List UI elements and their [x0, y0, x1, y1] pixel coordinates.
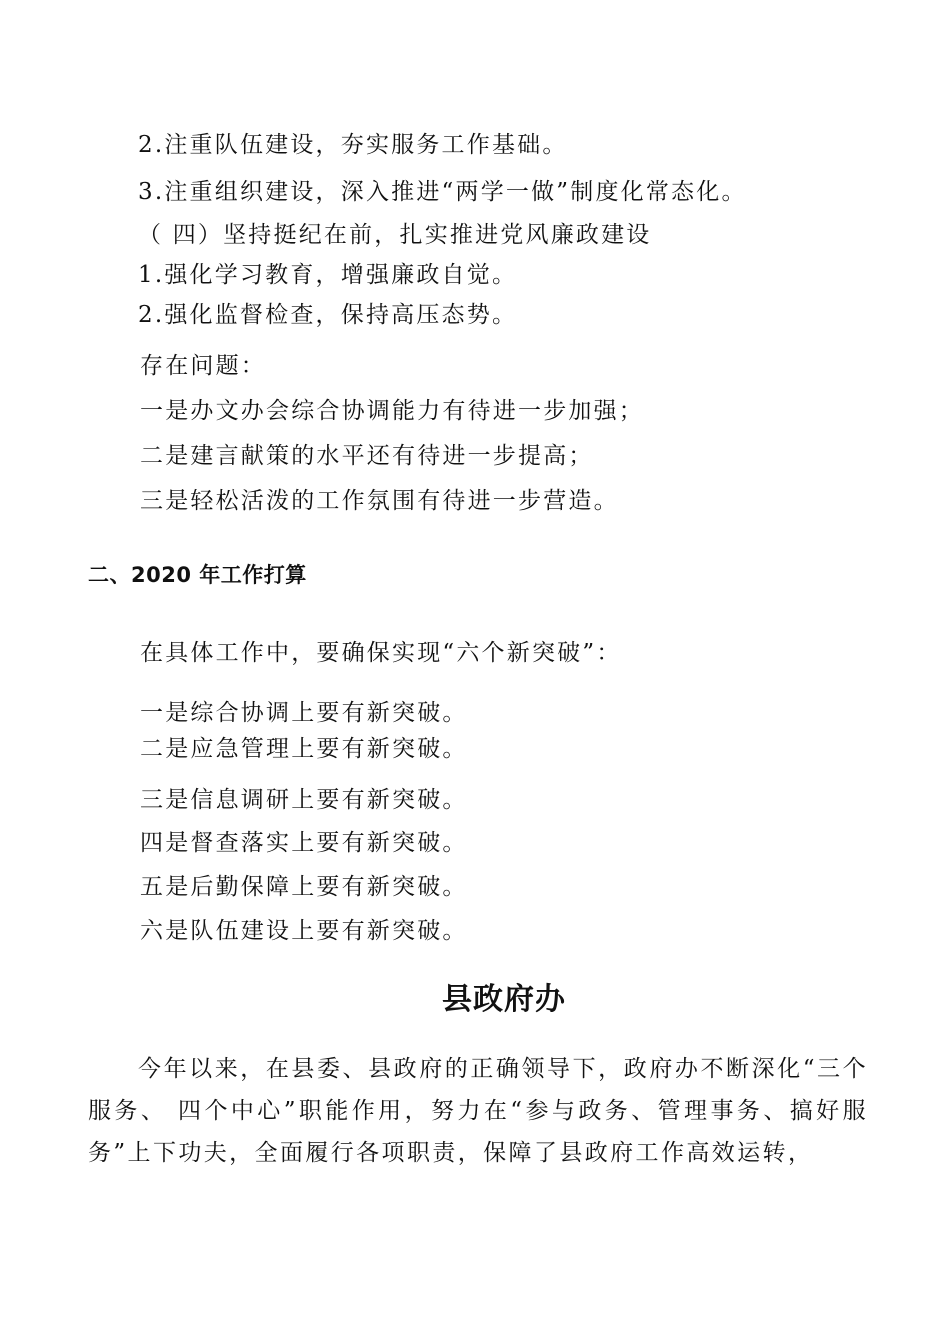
subsection-heading: （ 四）坚持挺纪在前，扎实推进党风廉政建设 [138, 222, 652, 248]
body-paragraph: 今年以来，在县委、县政府的正确领导下，政府办不断深化“三个服务、 四个中心”职能作用，努力在“参与政务、管理事务、搞好服务”上下功夫，全面履行各项职责，保障了县政府工作高效运转， [88, 1056, 868, 1166]
breakthrough-item: 四是督查落实上要有新突破。 [140, 830, 468, 856]
breakthrough-item: 五是后勤保障上要有新突破。 [140, 874, 468, 900]
breakthrough-item: 一是综合协调上要有新突破。 [140, 700, 468, 726]
section-intro: 在具体工作中，要确保实现“六个新突破”： [140, 640, 622, 666]
document-title: 县政府办 [442, 982, 566, 1017]
breakthrough-item: 三是信息调研上要有新突破。 [140, 787, 468, 813]
problems-label: 存在问题： [140, 353, 266, 379]
problem-item: 三是轻松活泼的工作氛围有待进一步营造。 [140, 488, 619, 514]
breakthrough-item: 二是应急管理上要有新突破。 [140, 736, 468, 762]
problem-item: 一是办文办会综合协调能力有待进一步加强； [140, 398, 644, 424]
list-item: 2.强化监督检查，保持高压态势。 [138, 302, 518, 328]
list-item: 3.注重组织建设，深入推进“两学一做”制度化常态化。 [138, 179, 747, 205]
breakthrough-item: 六是队伍建设上要有新突破。 [140, 918, 468, 944]
list-item: 2.注重队伍建设，夯实服务工作基础。 [138, 132, 568, 158]
section-heading: 二、2020 年工作打算 [88, 563, 307, 587]
list-item: 1.强化学习教育，增强廉政自觉。 [138, 262, 518, 288]
problem-item: 二是建言献策的水平还有待进一步提高； [140, 443, 594, 469]
